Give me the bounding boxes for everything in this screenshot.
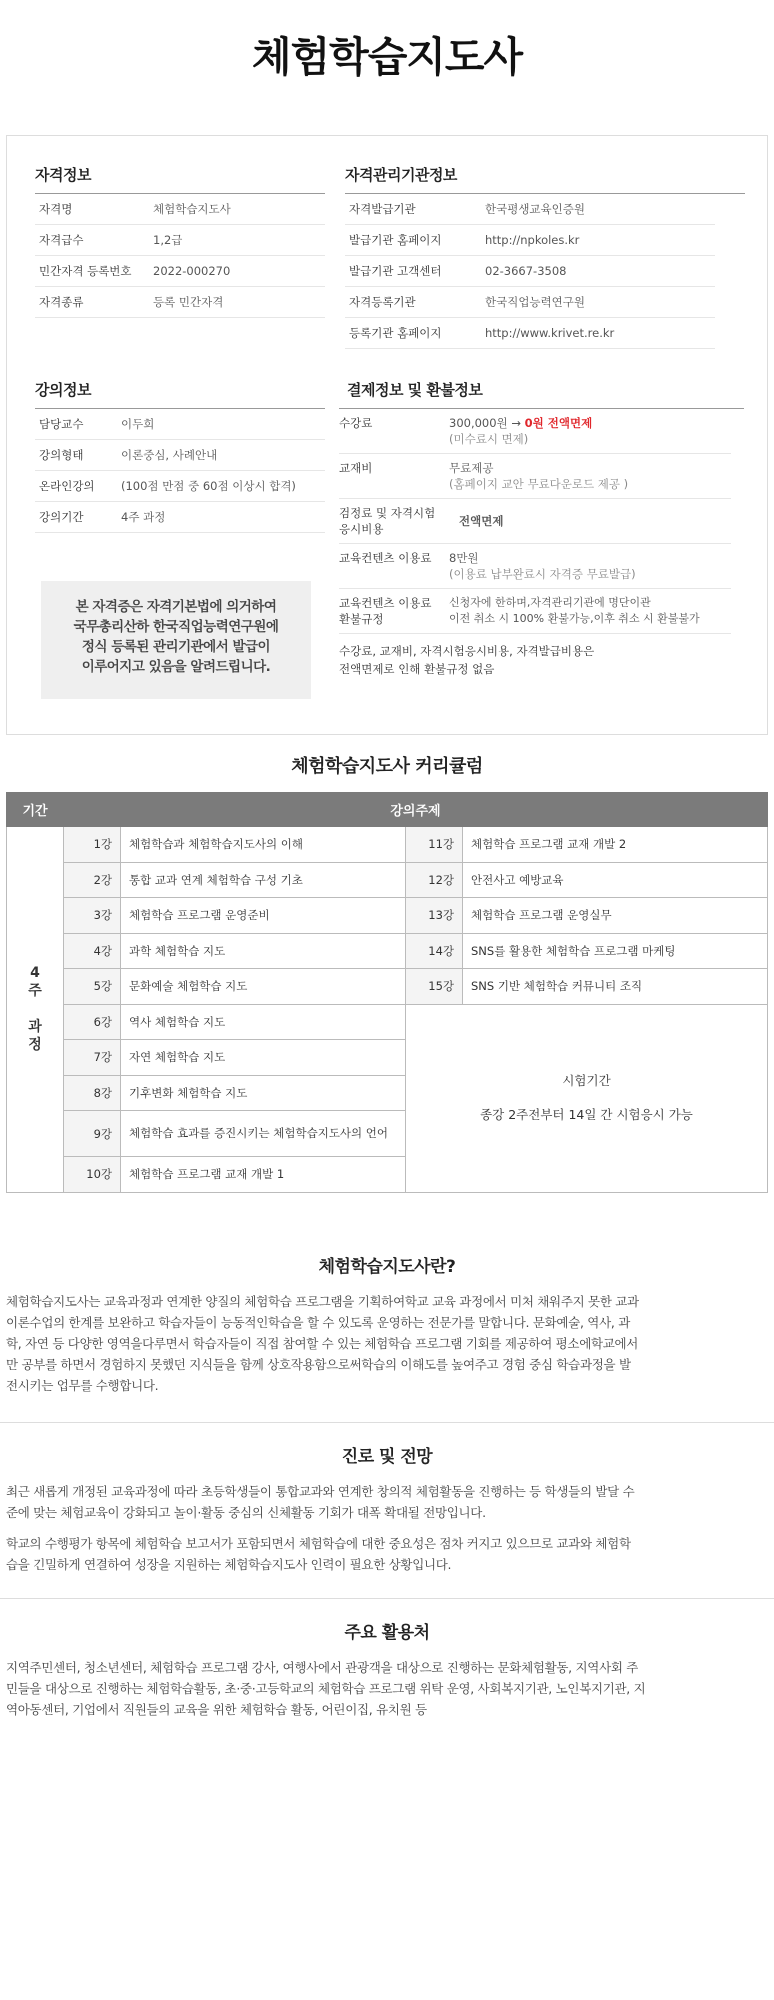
info-key: 담당교수 — [39, 417, 84, 431]
pay-key: 응시비용 — [339, 522, 384, 536]
lecture-no: 10강 — [64, 1157, 121, 1193]
lecture-no: 6강 — [64, 1004, 121, 1040]
lecture-no: 7강 — [64, 1040, 121, 1076]
qualification-section — [35, 164, 325, 318]
text-line: 역아동센터, 기업에서 직원들의 교육을 위한 체험학습 활동, 어린이집, 유치원 등 — [6, 1702, 427, 1717]
info-row — [35, 287, 325, 318]
info-row — [35, 194, 325, 225]
exam-fee-value: 전액면제 — [459, 514, 504, 528]
lecture-section — [35, 379, 325, 533]
lecture-topic: 기후변화 체험학습 지도 — [121, 1075, 406, 1111]
lecture-topic: 과학 체험학습 지도 — [121, 933, 406, 969]
lecture-heading: 강의정보 — [35, 379, 325, 409]
info-row — [345, 194, 715, 225]
period-cell — [7, 827, 64, 1193]
text-line: 습을 긴밀하게 연결하여 성장을 지원하는 체험학습지도사 인력이 필요한 상황입니다. — [6, 1557, 452, 1572]
notice-line: 국무총리산하 한국직업능력연구원에 — [73, 619, 279, 635]
info-key: 강의기간 — [39, 510, 84, 524]
content-sub: (이용료 납부완료시 자격증 무료발급) — [449, 567, 636, 581]
period-text: 4 — [30, 965, 40, 982]
pay-key: 환불규정 — [339, 612, 384, 626]
payment-footer-line: 수강료, 교재비, 자격시험응시비용, 자격발급비용은 — [339, 644, 595, 658]
pay-row — [339, 589, 731, 634]
info-value: 1,2급 — [153, 233, 183, 247]
refund-line: 신청자에 한하며,자격관리기관에 명단이관 — [449, 596, 651, 609]
divider — [0, 1422, 774, 1423]
text-line: 학, 자연 등 다양한 영역을다루면서 학습자들이 직접 참여할 수 있는 체험학습 프로그램 기회를 제공하여 평소에학교에서 — [6, 1336, 639, 1351]
career-text-2 — [0, 1533, 774, 1575]
book-sub: (홈페이지 교안 무료다운로드 제공 ) — [449, 477, 629, 491]
lecture-no: 2강 — [64, 862, 121, 898]
lecture-topic: 역사 체험학습 지도 — [121, 1004, 406, 1040]
lecture-topic: 자연 체험학습 지도 — [121, 1040, 406, 1076]
info-key: 발급기관 고객센터 — [349, 264, 442, 278]
pay-row — [339, 499, 731, 544]
refund-line: 이전 취소 시 100% 환불가능,이후 취소 시 환불불가 — [449, 612, 700, 625]
info-value: 이론중심, 사례안내 — [121, 448, 218, 462]
info-key: 자격급수 — [39, 233, 84, 247]
period-text: 정 — [28, 1037, 42, 1054]
lecture-no: 12강 — [406, 862, 463, 898]
pay-key: 교육컨텐츠 이용료 — [339, 596, 432, 610]
exam-period-cell — [406, 1004, 768, 1192]
lecture-topic: 안전사고 예방교육 — [463, 862, 768, 898]
info-row — [35, 409, 325, 440]
lecture-no: 11강 — [406, 827, 463, 863]
period-text: 주 — [28, 983, 42, 1000]
curriculum-table — [6, 792, 768, 1193]
lecture-no: 9강 — [64, 1111, 121, 1157]
col-period: 기간 — [7, 793, 64, 827]
text-line: 만 공부를 하면서 경험하지 못했던 지식들을 함께 상호작용함으로써학습의 이해도를 높여주고 경험 중심 학습과정을 발 — [6, 1357, 631, 1372]
pay-key: 수강료 — [339, 416, 373, 430]
info-key: 등록기관 홈페이지 — [349, 326, 442, 340]
agency-heading: 자격관리기관정보 — [345, 164, 745, 194]
col-topic: 강의주제 — [64, 793, 768, 827]
pay-key: 검정료 및 자격시험 — [339, 506, 436, 520]
text-line: 학교의 수행평가 항목에 체험학습 보고서가 포함되면서 체험학습에 대한 중요성은 점차 커지고 있으므로 교과와 체험학 — [6, 1536, 631, 1551]
workplace-section — [0, 1618, 774, 1720]
info-key: 자격종류 — [39, 295, 84, 309]
notice-line: 정식 등록된 관리기관에서 발급이 — [81, 639, 271, 655]
info-key: 발급기관 홈페이지 — [349, 233, 442, 247]
table-row — [7, 898, 768, 934]
text-line: 최근 새롭게 개정된 교육과정에 따라 초등학생들이 통합교과와 연계한 창의적 체험활동을 진행하는 등 학생들의 발달 수 — [6, 1484, 635, 1499]
pay-row — [339, 454, 731, 499]
lecture-no: 13강 — [406, 898, 463, 934]
about-section — [0, 1252, 774, 1396]
lecture-topic: SNS 기반 체험학습 커뮤니티 조직 — [463, 969, 768, 1005]
table-row — [7, 969, 768, 1005]
table-row — [7, 1004, 768, 1040]
lecture-topic: 체험학습 프로그램 운영실무 — [463, 898, 768, 934]
career-heading: 진로 및 전망 — [341, 1447, 433, 1467]
divider — [0, 1598, 774, 1599]
info-value: 등록 민간자격 — [153, 295, 224, 309]
table-row — [7, 862, 768, 898]
about-heading: 체험학습지도사란? — [318, 1257, 456, 1277]
info-box — [6, 135, 768, 735]
workplace-heading: 주요 활용처 — [344, 1623, 430, 1643]
fee-sub: (미수료시 면제) — [449, 432, 529, 446]
info-key: 민간자격 등록번호 — [39, 264, 132, 278]
career-text-1 — [0, 1481, 774, 1523]
text-line: 체험학습지도사는 교육과정과 연계한 양질의 체험학습 프로그램을 기획하여학교 교육 과정에서 미처 채워주지 못한 교과 — [6, 1294, 639, 1309]
text-line: 이론수업의 한계를 보완하고 학습자들이 능동적인학습을 할 수 있도록 운영하는 전문가를 말합니다. 문화예술, 역사, 과 — [6, 1315, 630, 1330]
info-row — [345, 318, 715, 349]
workplace-text — [0, 1657, 774, 1720]
book-value: 무료제공 — [449, 461, 494, 475]
pay-row — [339, 409, 731, 454]
table-row — [7, 933, 768, 969]
lecture-topic: 체험학습 프로그램 운영준비 — [121, 898, 406, 934]
info-key: 자격발급기관 — [349, 202, 416, 216]
info-row — [35, 440, 325, 471]
info-row — [345, 287, 715, 318]
content-value: 8만원 — [449, 551, 479, 565]
fee-original: 300,000원 → — [449, 416, 521, 430]
info-row — [345, 256, 715, 287]
text-line: 민들을 대상으로 진행하는 체험학습활동, 초·중·고등학교의 체험학습 프로그램 위탁 운영, 사회복지기관, 노인복지기관, 지 — [6, 1681, 646, 1696]
pay-key: 교육컨텐츠 이용료 — [339, 551, 432, 565]
info-row — [35, 225, 325, 256]
text-line: 지역주민센터, 청소년센터, 체험학습 프로그램 강사, 여행사에서 관광객을 대상으로 진행하는 문화체험활동, 지역사회 주 — [6, 1660, 639, 1675]
info-key: 강의형태 — [39, 448, 84, 462]
exam-title: 시험기간 — [562, 1073, 611, 1088]
payment-section — [339, 379, 744, 678]
fee-free: 0원 전액면제 — [524, 416, 593, 430]
about-text — [0, 1291, 774, 1396]
text-line: 전시키는 업무를 수행합니다. — [6, 1378, 159, 1393]
curriculum-heading: 체험학습지도사 커리큘럼 — [291, 756, 483, 777]
lecture-topic: 문화예술 체험학습 지도 — [121, 969, 406, 1005]
info-value: 한국직업능력연구원 — [485, 295, 585, 309]
info-value: 2022-000270 — [153, 264, 231, 278]
qualification-heading: 자격정보 — [35, 164, 325, 194]
lecture-topic: 체험학습과 체험학습지도사의 이해 — [121, 827, 406, 863]
lecture-topic: 체험학습 프로그램 교재 개발 2 — [463, 827, 768, 863]
info-value: 한국평생교육인증원 — [485, 202, 585, 216]
lecture-no: 3강 — [64, 898, 121, 934]
lecture-topic: 체험학습 효과를 증진시키는 체험학습지도사의 언어 — [121, 1111, 406, 1157]
lecture-topic: SNS를 활용한 체험학습 프로그램 마케팅 — [463, 933, 768, 969]
pay-row — [339, 544, 731, 589]
lecture-no: 1강 — [64, 827, 121, 863]
registry-homepage-link[interactable]: http://www.krivet.re.kr — [485, 326, 615, 340]
info-row — [35, 471, 325, 502]
info-value: 이두희 — [121, 417, 155, 431]
notice-line: 본 자격증은 자격기본법에 의거하여 — [75, 599, 277, 615]
info-key: 온라인강의 — [39, 479, 95, 493]
pay-key: 교재비 — [339, 461, 373, 475]
period-text: 과 — [28, 1019, 42, 1036]
career-section — [0, 1442, 774, 1575]
lecture-no: 8강 — [64, 1075, 121, 1111]
agency-section — [345, 164, 745, 349]
text-line: 준에 맞는 체험교육이 강화되고 놀이·활동 중심의 신체활동 기회가 대폭 확대될 전망입니다. — [6, 1505, 486, 1520]
notice-line: 이루어지고 있음을 알려드립니다. — [81, 659, 271, 675]
table-row — [7, 827, 768, 863]
notice-box — [41, 581, 311, 699]
lecture-topic: 체험학습 프로그램 교재 개발 1 — [121, 1157, 406, 1193]
page-title: 체험학습지도사 — [251, 33, 523, 81]
info-value: 체험학습지도사 — [153, 202, 231, 216]
info-value: (100점 만점 중 60점 이상시 합격) — [121, 479, 296, 493]
info-value: 02-3667-3508 — [485, 264, 567, 278]
lecture-no: 15강 — [406, 969, 463, 1005]
info-row — [35, 256, 325, 287]
info-key: 자격등록기관 — [349, 295, 416, 309]
agency-homepage-link[interactable]: http://npkoles.kr — [485, 233, 580, 247]
info-value: 4주 과정 — [121, 510, 166, 524]
info-row — [345, 225, 715, 256]
exam-desc: 종강 2주전부터 14일 간 시험응시 가능 — [480, 1107, 693, 1122]
info-key: 자격명 — [39, 202, 73, 216]
lecture-no: 4강 — [64, 933, 121, 969]
payment-footer-line: 전액면제로 인해 환불규정 없음 — [339, 662, 495, 676]
payment-footer — [339, 634, 731, 678]
lecture-no: 5강 — [64, 969, 121, 1005]
lecture-no: 14강 — [406, 933, 463, 969]
payment-heading: 결제정보 및 환불정보 — [339, 379, 744, 409]
lecture-topic: 통합 교과 연계 체험학습 구성 기초 — [121, 862, 406, 898]
info-row — [35, 502, 325, 533]
